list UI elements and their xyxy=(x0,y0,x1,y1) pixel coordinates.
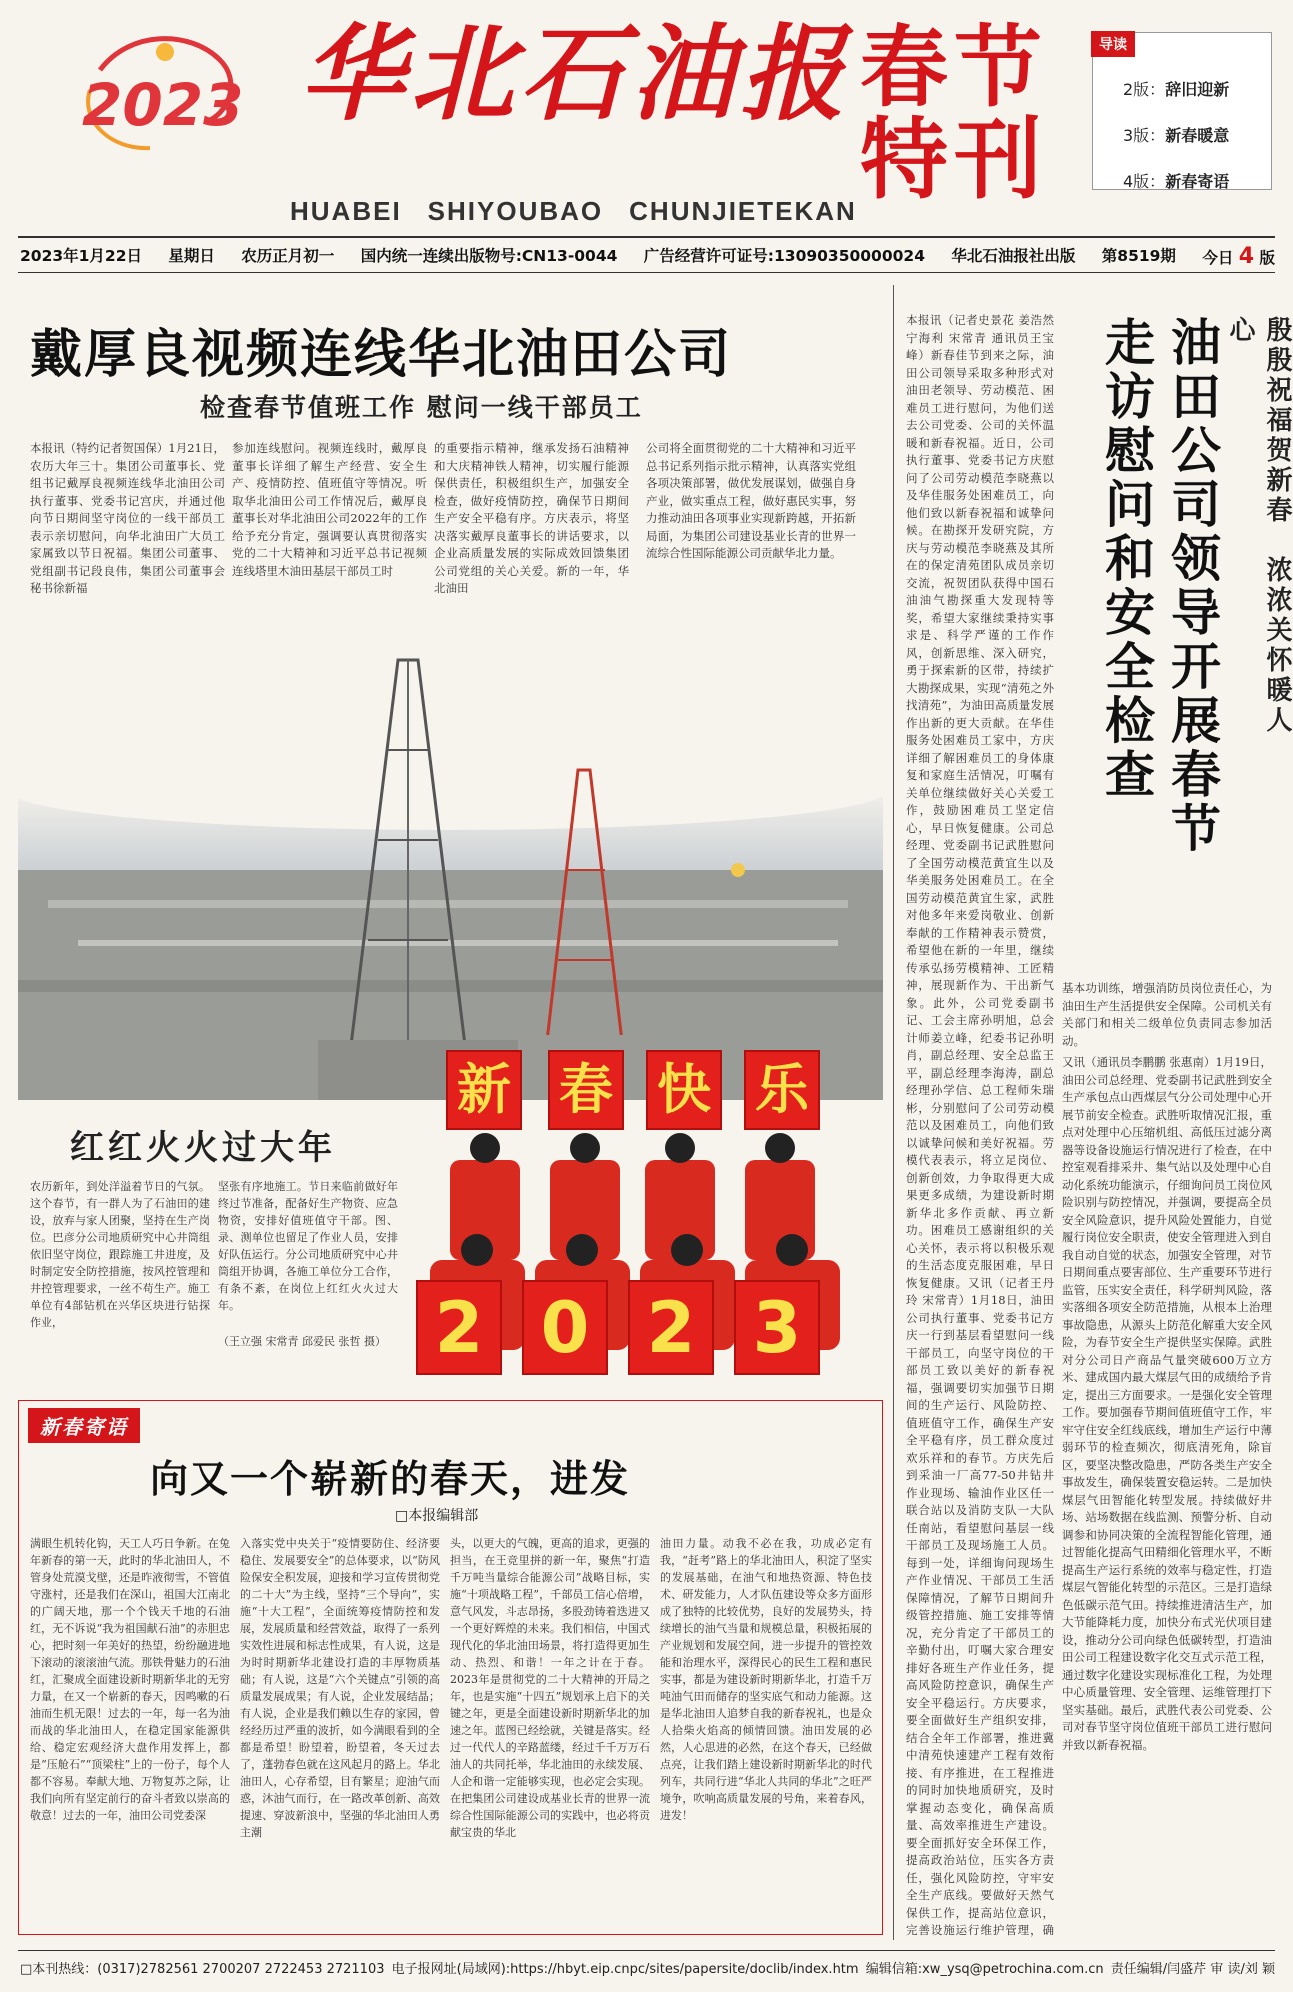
divider xyxy=(18,1950,1275,1951)
lead-headline: 戴厚良视频连线华北油田公司 xyxy=(30,325,733,385)
lead-column-3: 的重要指示精神，继承发扬石油精神和大庆精神铁人精神，切实履行能源保供责任，积极组织生产，加强安全检查，做好疫情防控，确保节日期间生产安全平稳有序。方庆表示，将坚决落实戴厚良董事长的讲话要求，以企业高质量发展的实际成效回馈集团公司党组的关心关爱。新的一年，华北油田 xyxy=(434,441,629,595)
web-address[interactable]: 电子报网址(局域网):https://hbyt.eip.cnpc/sites/papersite/doclib/index.htm xyxy=(391,1962,859,1977)
photo-caption-column-1: 农历新年，到处洋溢着节日的气氛。这个春节，有一群人为了石油田的建设，放弃与家人团聚，坚持在生产岗位。巴彦分公司地质研究中心井筒组依旧坚守岗位，跟踪施工井进度，及时制定安全防控措施，按风控管理和井控管理要求，一丝不苟生产。施工单位有4部钻机在兴华区块进行钻探作业， xyxy=(30,1180,210,1329)
issue-date: 2023年1月22日 xyxy=(20,247,142,265)
issue-weekday: 星期日 xyxy=(168,247,215,265)
guide-tag: 导读 xyxy=(1091,31,1135,57)
editor-email[interactable]: 编辑信箱:xw_ysq@petrochina.com.cn xyxy=(865,1962,1104,1977)
publisher: 华北石油报社出版 xyxy=(951,247,1076,265)
page-footer xyxy=(20,1958,1275,1977)
greeting-card: 春 xyxy=(548,1050,624,1130)
guide-item[interactable]: 3版：新春暖意 xyxy=(1123,126,1230,145)
year-2023-logo xyxy=(70,30,250,160)
year-digit-card: 2 xyxy=(416,1280,502,1375)
guide-item[interactable]: 2版：辞旧迎新 xyxy=(1123,80,1230,99)
year-digit-card: 2 xyxy=(628,1280,714,1375)
lead-column-4: 公司将全面贯彻党的二十大精神和习近平总书记系列指示批示精神，认真落实党组各项决策部署，做优发展谋划，做强自身产业，做实重点工程，做好惠民实事，努力推动油田各项事业实现新跨越，开拓新局面，为集团公司建设基业长青的世界一流综合性国际能源公司贡献华北力量。 xyxy=(646,441,856,560)
photo-caption-title: 红红火火过大年 xyxy=(70,1128,336,1168)
new-year-column-4: 油田力量。动我不必在我，功成必定有我，“赶考”路上的华北油田人，积淀了坚实的发展基础，在油气和地热资源、特色技术、研发能力，人才队伍建设等众多方面形成了独特的比较优势，良好的发展势头，持续增长的油气当量和规模总量，积极拓展的产业规划和发展空间，进一步提升的管控效能和治理水平，深得民心的民生工程和惠民实事，都是为建设新时期新华北，打造千万吨油气田而储存的坚实底气和动力能源。这是华北油田人追梦自我的新春祝礼，也是众人拾柴火焰高的倾情回馈。油田发展的必然，人心思进的必然，在这个春天，已经做点亮，让我们踏上建设新时期新华北的时代列车，共同行进“华北人共同的华北”之旺严境争，吹响高质量发展的号角，来着春风，进发！ xyxy=(660,1537,872,1822)
photo-credit: （王立强 宋常青 邱爱民 张哲 摄） xyxy=(218,1335,386,1348)
new-year-column-2: 入落实党中央关于“疫情要防住、经济要稳住、发展要安全”的总体要求，以“防风险保安全积发展，迎接和学习宣传贯彻党的二十大”为主线，坚持“三个导向”，实施“十大工程”，全面统筹疫情防控和发展，发展质量和经营效益，取得了一系列实效性进展和标志性成果，有人说，这是为时时期新华北建设打造的丰厚物质基础；有人说，这是“六个关键点”引领的高质量发展成果；有人说，企业发展结晶；有人说，企业是我们赖以生存的家园，曾经经历过严重的波折，如今满眼看到的全都是希望！盼望着，盼望着，冬天过去了，蓬勃春色就在这风起月的路上。华北油田人，心存希望，目有繁星；迎油气而惑，沐油气而行，在一路改革创新、高效提速、穿波新浪中，坚强的华北油田人勇主潮 xyxy=(240,1537,440,1839)
right-column-bottom-1: 基本功训练，增强消防员岗位责任心，为油田生产生活提供安全保障。公司机关有关部门和相关二级单位负责同志参加活动。 xyxy=(1062,981,1272,1048)
new-year-section-tag: 新春寄语 xyxy=(28,1408,140,1443)
greeting-card: 快 xyxy=(646,1050,722,1130)
special-edition-label: 春节 特刊 xyxy=(860,16,1049,212)
right-column-bottom-2: 又讯（通讯员李鹏鹏 张惠南）1月19日，油田公司总经理、党委副书记武胜到安全生产承包点山西煤层气分公司处理中心开展节前安全检查。武胜听取情况汇报，重点对处理中心压缩机组、高低压过滤分离器等设备设施运行情况进行了检查，在中控室观看排采井、集气站以及处理中心自动化系统功能演示，仔细询问员工岗位风险识别与防控情况，并强调，要提高全员安全风险意识，提升风险处置能力，自觉履行岗位安全职责，使安全管理进入到自我自动自觉的状态，加强安全管理，对节日期间重点要害部位、生产重要环节进行监管，压实安全责任，科学研判风险，落实落细各项安全防范措施，从根本上治理事故隐患，从源头上防范化解重大安全风险，为春节安全生产提供坚实保障。武胜对分公司日产商品气量突破600万立方米、建成国内最大煤层气田的成绩给予肯定，提出三方面要求。一是强化安全管理工作。要加强春节期间值班值守工作，牢牢守住安全红线底线，增加生产运行中薄弱环节的检查频次，彻底清死角，除盲区，要坚决整改隐患，严防各类生产安全事故发生，确保装置安稳运转。二是加快煤层气田智能化转型发展。持续做好井场、站场数据在线监测、预警分析、自动调参和协同决策的全流程智能化管理，通过智能化提高气田精细化管理水平，不断提高生产运行系统的效率与稳定性，打造煤层气智能化转型的示范区。三是打造绿色低碳示范气田。持续推进清洁生产，加大节能降耗力度，加快分布式光伏项目建设，推动分公司向绿色低碳转型，打造油田公司工程建设数字化交互式示范工程，通过数字化建设实现标准化工程，为处理中心质量管理、安全管理、运维管理打下坚实基础。最后，武胜代表公司党委、公司对春节坚守岗位值班干部员工进行慰问并致以新春祝福。 xyxy=(1062,1055,1272,1752)
publication-number: 国内统一连续出版物号:CN13-0044 xyxy=(360,247,618,265)
new-year-column-1: 满眼生机转化钩，天工人巧日争新。在兔年新春的第一天，此时的华北油田人，不管身处荒漠戈壁，还是昨液彻雪，不管值守涨村，还是我们在深山，祖国大江南北的广阔天地，那一个个钱天千地的石油红，无不诉说“我为祖国献石油”的赤胆忠心，把时刻一年美好的热望，纷纷融进地下滚动的滚滚油气流。那铁骨魅力的石油红，汇聚成全面建设新时期新华北的无穷力量，在又一个崭新的春天，因鸣嗽的石油而生机无限！过去的一年，每一名为油而战的华北油田人，在稳定国家能源供给、稳定宏观经济大盘作用发挥上，都是“压舱石”“顶梁柱”上的一份子，每个人都不容易。奉献大地、万物复苏之际，让我们向所有坚定前行的奋斗者致以崇高的敬意！过去的一年，油田公司党委深 xyxy=(30,1537,230,1822)
divider xyxy=(18,236,1275,238)
lead-column-2: 参加连线慰问。视频连线时，戴厚良董事长详细了解生产经营、安全生产、疫情防控、值班值守等情况。听取华北油田公司工作情况后，戴厚良董事长对华北油田公司2022年的工作给予充分肯定，强调要认真贯彻落实党的二十大精神和习近平总书记视频连线塔里木油田基层干部员工时 xyxy=(232,441,427,578)
year-digit-card: 3 xyxy=(734,1280,820,1375)
lead-subheadline: 检查春节值班工作 慰问一线干部员工 xyxy=(200,393,643,422)
newspaper-pinyin: HUABEI SHIYOUBAO CHUNJIETEKAN xyxy=(290,196,857,226)
guide-item[interactable]: 4版：新春寄语 xyxy=(1123,172,1230,191)
greeting-card: 乐 xyxy=(744,1050,820,1130)
hotline: □本刊热线：(0317)2782561 2700207 2722453 2721103 xyxy=(20,1962,385,1977)
issue-lunar-date: 农历正月初一 xyxy=(241,247,335,265)
svg-text:2023: 2023 xyxy=(82,71,244,139)
right-headline-a: 油田公司领导开展春节 xyxy=(1163,316,1221,856)
new-year-column-3: 头，以更大的气魄，更高的追求，更强的担当，在王竞里拼的新一年，聚焦“打造千万吨当量综合能源公司”战略目标，实施“十项战略工程”，千部员工信心倍增，意气风发，斗志昂扬，多股劲铸着迭进又一个更好辉煌的未来。我们相信，中国式现代化的华北油田场景，将打造得更加生动、热烈、和谐！一年之计在于春。2023年是贯彻党的二十大精神的开局之年，也是实施“十四五”规划承上启下的关键之年，更是全面建设新时期新华北的加速之年。蓝图已经绘就，关键是落实。经过一代代人的辛路蓝缕，经过千千万万石油人的共同托举，华北油田的永续发展、人企和谐一定能够实现，也必定会实现。在把集团公司建设成基业长青的世界一流综合性国际能源公司的实践中，也必将贡献宝贵的华北 xyxy=(450,1537,650,1839)
year-digit-card: 0 xyxy=(522,1280,608,1375)
ad-license: 广告经营许可证号:13090350000024 xyxy=(643,247,925,265)
divider xyxy=(18,272,1275,273)
new-year-byline: □本报编辑部 xyxy=(395,1508,479,1524)
responsible-editor: 责任编辑/闫盛芹 审 读/刘 颖 xyxy=(1110,1962,1275,1977)
lead-column-1: 本报讯（特约记者贺国保）1月21日，农历大年三十。集团公司董事长、党组书记戴厚良视频连线华北油田公司执行董事、党委书记宫庆，并通过他向节日期间坚守岗位的一线干部员工表示亲切慰问，向华北油田广大员工家属致以节日祝福。集团公司董事、党组副书记段良伟，集团公司董事会秘书徐新福 xyxy=(30,441,225,595)
page-count: 今日 4 版 xyxy=(1202,244,1275,269)
right-column-main: 本报讯（记者史景花 姜浩然 宁海利 宋常青 通讯员王宝峰）新春佳节到来之际，油田公司领导采取多种形式对油田老领导、劳动模范、困难员工进行慰问，为他们送去公司党委、公司的关怀温暖和新春祝福。近日，公司执行董事、党委书记方庆慰问了公司劳动模范李晓燕以及华佳服务处困难员工，向他们致以新春祝福和诚挚问候。在勘探开发研究院，方庆与劳动模范李晓燕及其所在的保定清苑团队成员亲切交流，祝贺团队获得中国石油油气勘探重大发现特等奖，希望大家继续秉持实事求是、科学严谨的工作作风，创新思维、深入研究，勇于探索新的区带，持续扩大勘探成果，实现“清苑之外找清苑”，为油田高质量发展作出新的更大贡献。在华佳服务处困难员工家中，方庆详细了解困难员工的身体康复和家庭生活情况，叮嘱有关单位继续做好关心关爱工作，鼓励困难员工坚定信心，早日恢复健康。公司总经理、党委副书记武胜慰问了全国劳动模范黄宜生以及华美服务处困难员工。在全国劳动模范黄宜生家，武胜对他多年来爱岗敬业、创新奉献的工作精神表示赞赏，希望他在新的一年里，继续传承弘扬劳模精神、工匠精神，展现新作为、干出新气象。此外，公司党委副书记、工会主席孙明旭，总会计师姜立峰，纪委书记孙明肖，副总经理、安全总监王平，副总经理李海涛，副总经理孙学信、总工程师朱瑞彬，分别慰问了公司劳动模范以及困难员工，向他们致以诚挚问候和美好祝福。劳模代表表示，将立足岗位、创新创效，力争取得更大成果更多成绩，为建设新时期新华北多作贡献、再立新功。困难员工感谢组织的关心关怀，表示将以积极乐观的生活态度克服困难，早日恢复健康。又讯（记者王丹玲 宋常青）1月18日，油田公司执行董事、党委书记方庆一行到基层看望慰问一线干部员工，向坚守岗位的干部员工致以美好的新春祝福，强调要切实加强节日期间的生产运行、风险防控、值班值守工作，确保生产安全平稳有序，员工群众度过欢乐祥和的春节。方庆先后到采油一厂高77-50井钻井作业现场、输油作业区任一联合站以及消防支队一大队任南站，看望慰问基层一线干部员工及现场施工人员。每到一处，详细询问现场生产作业情况、干部员工生活保障情况，了解节日期间升级管控措施、施工安排等情况，充分肯定了干部员工的辛勤付出，叮嘱大家合理安排好各班生产作业任务，提高风险防控意识，确保生产安全平稳运行。方庆要求，要全面做好生产组织安排，结合全年工作部署，推进冀中清苑快速建产工程有效衔接、有序推进，在工程推进的同时加快地质研究，及时掌握动态变化，确保高质量、高效率推进生产建设。要全面抓好安全环保工作，提高政治站位，压实各方责任，强化风险防控，守牢安全生产底线。要做好天然气保供工作，提高站位意识，完善设施运行维护管理，确 xyxy=(906,313,1054,1937)
greeting-card: 新 xyxy=(446,1050,522,1130)
issue-info-bar xyxy=(20,244,1275,269)
newspaper-title: 华北石油报 xyxy=(300,12,851,135)
photo-caption-column-2: 坚张有序地施工。节日来临前做好年终过节准备，配备好生产物资、应急物资，安排好值班值守干部。图、录、测单位也留足了作业人员，安排好队伍运行。分公司地质研究中心井筒组开协调，各施工单位分工合作，有条不紊，在岗位上红红火火过大年。 xyxy=(218,1180,398,1312)
right-kicker: 殷殷祝福贺新春 浓浓关怀暖人心 xyxy=(1225,316,1292,736)
right-headline-b: 走访慰问和安全检查 xyxy=(1097,316,1155,802)
new-year-title: 向又一个崭新的春天，进发 xyxy=(150,1457,631,1501)
issue-number: 第8519期 xyxy=(1101,247,1176,265)
guide-box xyxy=(1092,32,1272,190)
column-divider xyxy=(893,285,894,1940)
